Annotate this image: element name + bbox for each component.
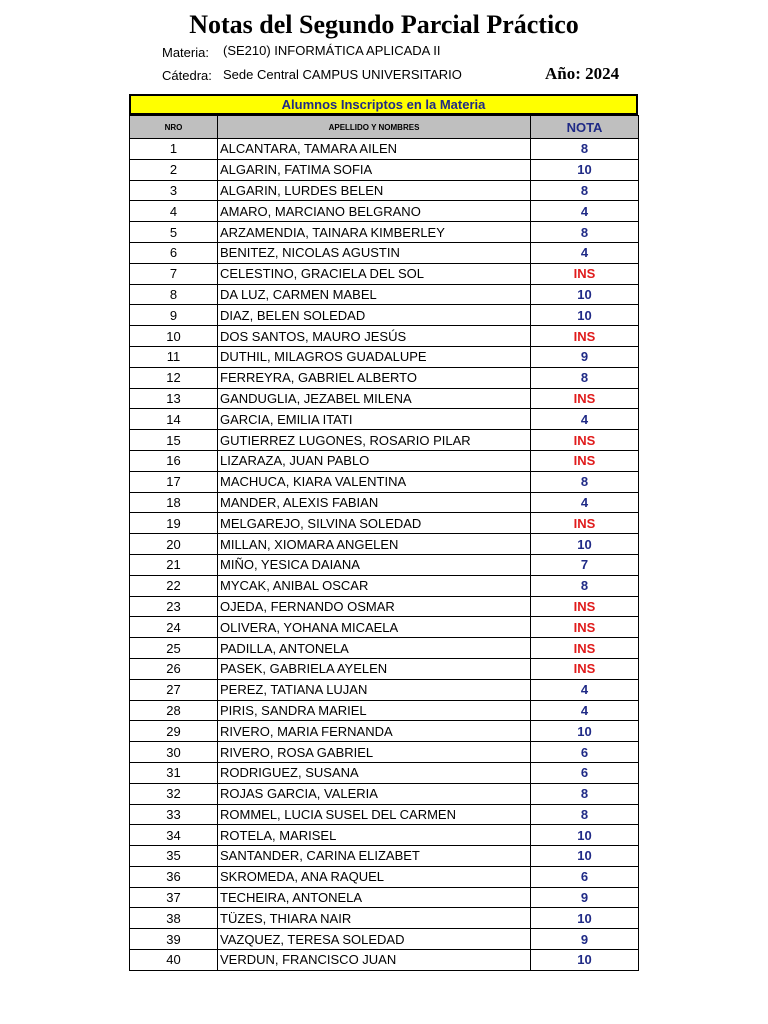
student-name: ROTELA, MARISEL: [218, 825, 531, 846]
row-number: 16: [130, 450, 218, 471]
table-row: [130, 783, 639, 804]
page-title: Notas del Segundo Parcial Práctico: [189, 10, 579, 39]
student-name: VAZQUEZ, TERESA SOLEDAD: [218, 929, 531, 950]
student-grade: 10: [531, 846, 639, 867]
student-name: MACHUCA, KIARA VALENTINA: [218, 471, 531, 492]
row-number: 6: [130, 242, 218, 263]
table-row: [130, 222, 639, 243]
table-row: [130, 159, 639, 180]
student-name: LIZARAZA, JUAN PABLO: [218, 450, 531, 471]
student-grade: 4: [531, 409, 639, 430]
student-grade: 9: [531, 929, 639, 950]
student-name: MELGAREJO, SILVINA SOLEDAD: [218, 513, 531, 534]
column-header-nro: NRO: [130, 116, 218, 139]
student-name: DIAZ, BELEN SOLEDAD: [218, 305, 531, 326]
table-row: [130, 513, 639, 534]
student-name: DA LUZ, CARMEN MABEL: [218, 284, 531, 305]
table-row: [130, 804, 639, 825]
table-row: [130, 617, 639, 638]
student-name: ALGARIN, FATIMA SOFIA: [218, 159, 531, 180]
student-name: ARZAMENDIA, TAINARA KIMBERLEY: [218, 222, 531, 243]
row-number: 18: [130, 492, 218, 513]
student-name: BENITEZ, NICOLAS AGUSTIN: [218, 242, 531, 263]
student-name: FERREYRA, GABRIEL ALBERTO: [218, 367, 531, 388]
row-number: 31: [130, 762, 218, 783]
student-grade: INS: [531, 596, 639, 617]
table-row: [130, 908, 639, 929]
row-number: 2: [130, 159, 218, 180]
student-grade: 7: [531, 554, 639, 575]
student-grade: 4: [531, 242, 639, 263]
student-grade: INS: [531, 617, 639, 638]
student-grade: INS: [531, 263, 639, 284]
student-grade: 8: [531, 804, 639, 825]
table-row: [130, 575, 639, 596]
student-name: RIVERO, ROSA GABRIEL: [218, 742, 531, 763]
student-grade: 8: [531, 139, 639, 160]
student-grade: 10: [531, 534, 639, 555]
table-row: [130, 367, 639, 388]
student-name: MILLAN, XIOMARA ANGELEN: [218, 534, 531, 555]
table-row: [130, 679, 639, 700]
student-name: DOS SANTOS, MAURO JESÚS: [218, 326, 531, 347]
row-number: 15: [130, 430, 218, 451]
table-row: [130, 887, 639, 908]
table-row: [130, 866, 639, 887]
row-number: 34: [130, 825, 218, 846]
student-grade: 6: [531, 866, 639, 887]
row-number: 26: [130, 658, 218, 679]
student-grade: 6: [531, 762, 639, 783]
student-name: DUTHIL, MILAGROS GUADALUPE: [218, 346, 531, 367]
table-row: [130, 326, 639, 347]
table-row: [130, 139, 639, 160]
student-grade: INS: [531, 513, 639, 534]
row-number: 19: [130, 513, 218, 534]
table-row: [130, 492, 639, 513]
row-number: 8: [130, 284, 218, 305]
student-grade: 8: [531, 367, 639, 388]
table-row: [130, 929, 639, 950]
student-name: RIVERO, MARIA FERNANDA: [218, 721, 531, 742]
student-grade: 4: [531, 679, 639, 700]
student-name: AMARO, MARCIANO BELGRANO: [218, 201, 531, 222]
table-row: [130, 242, 639, 263]
row-number: 11: [130, 346, 218, 367]
row-number: 12: [130, 367, 218, 388]
row-number: 3: [130, 180, 218, 201]
row-number: 23: [130, 596, 218, 617]
row-number: 14: [130, 409, 218, 430]
table-row: [130, 388, 639, 409]
student-name: TÜZES, THIARA NAIR: [218, 908, 531, 929]
student-grade: 10: [531, 305, 639, 326]
row-number: 10: [130, 326, 218, 347]
student-name: PASEK, GABRIELA AYELEN: [218, 658, 531, 679]
table-row: [130, 471, 639, 492]
student-grade: 10: [531, 284, 639, 305]
materia-value: (SE210) INFORMÁTICA APLICADA II: [223, 43, 441, 58]
student-grade: 10: [531, 721, 639, 742]
student-grade: 8: [531, 222, 639, 243]
table-row: [130, 554, 639, 575]
table-row: [130, 638, 639, 659]
row-number: 1: [130, 139, 218, 160]
student-name: MANDER, ALEXIS FABIAN: [218, 492, 531, 513]
column-header-nota: NOTA: [531, 116, 639, 139]
student-name: PADILLA, ANTONELA: [218, 638, 531, 659]
row-number: 30: [130, 742, 218, 763]
student-grade: INS: [531, 388, 639, 409]
table-row: [130, 846, 639, 867]
table-row: [130, 825, 639, 846]
student-name: MIÑO, YESICA DAIANA: [218, 554, 531, 575]
row-number: 9: [130, 305, 218, 326]
student-grade: 6: [531, 742, 639, 763]
row-number: 39: [130, 929, 218, 950]
student-name: GARCIA, EMILIA ITATI: [218, 409, 531, 430]
row-number: 33: [130, 804, 218, 825]
table-banner: Alumnos Inscriptos en la Materia: [129, 94, 638, 115]
year-label: Año: 2024: [545, 64, 620, 83]
row-number: 32: [130, 783, 218, 804]
column-header-name: APELLIDO Y NOMBRES: [218, 116, 531, 139]
table-row: [130, 742, 639, 763]
student-grade: INS: [531, 430, 639, 451]
row-number: 21: [130, 554, 218, 575]
student-grade: 10: [531, 950, 639, 971]
row-number: 40: [130, 950, 218, 971]
student-name: TECHEIRA, ANTONELA: [218, 887, 531, 908]
catedra-value: Sede Central CAMPUS UNIVERSITARIO: [223, 67, 462, 82]
student-name: PIRIS, SANDRA MARIEL: [218, 700, 531, 721]
student-grade: 9: [531, 887, 639, 908]
student-name: RODRIGUEZ, SUSANA: [218, 762, 531, 783]
student-name: SANTANDER, CARINA ELIZABET: [218, 846, 531, 867]
student-name: SKROMEDA, ANA RAQUEL: [218, 866, 531, 887]
student-grade: INS: [531, 638, 639, 659]
row-number: 20: [130, 534, 218, 555]
row-number: 29: [130, 721, 218, 742]
student-grade: 4: [531, 700, 639, 721]
row-number: 22: [130, 575, 218, 596]
catedra-label: Cátedra:: [162, 68, 212, 83]
table-row: [130, 305, 639, 326]
table-row: [130, 596, 639, 617]
table-row: [130, 430, 639, 451]
row-number: 28: [130, 700, 218, 721]
student-grade: INS: [531, 658, 639, 679]
table-row: [130, 700, 639, 721]
student-grade: 8: [531, 471, 639, 492]
row-number: 25: [130, 638, 218, 659]
row-number: 7: [130, 263, 218, 284]
student-name: PEREZ, TATIANA LUJAN: [218, 679, 531, 700]
student-grade: 8: [531, 783, 639, 804]
table-row: [130, 346, 639, 367]
student-name: CELESTINO, GRACIELA DEL SOL: [218, 263, 531, 284]
table-row: [130, 180, 639, 201]
table-row: [130, 284, 639, 305]
student-name: MYCAK, ANIBAL OSCAR: [218, 575, 531, 596]
table-row: [130, 721, 639, 742]
table-row: [130, 950, 639, 971]
student-grade: 4: [531, 492, 639, 513]
table-header-row: [130, 116, 639, 139]
table-row: [130, 450, 639, 471]
row-number: 24: [130, 617, 218, 638]
table-row: [130, 534, 639, 555]
table-row: [130, 201, 639, 222]
student-name: ROJAS GARCIA, VALERIA: [218, 783, 531, 804]
student-grade: 10: [531, 825, 639, 846]
row-number: 17: [130, 471, 218, 492]
student-grade: 10: [531, 159, 639, 180]
row-number: 5: [130, 222, 218, 243]
materia-label: Materia:: [162, 45, 209, 60]
row-number: 37: [130, 887, 218, 908]
student-grade: 8: [531, 575, 639, 596]
table-row: [130, 762, 639, 783]
row-number: 13: [130, 388, 218, 409]
row-number: 36: [130, 866, 218, 887]
student-name: ALCANTARA, TAMARA AILEN: [218, 139, 531, 160]
table-row: [130, 263, 639, 284]
student-name: OLIVERA, YOHANA MICAELA: [218, 617, 531, 638]
row-number: 4: [130, 201, 218, 222]
student-grade: 10: [531, 908, 639, 929]
grades-table: [129, 115, 639, 971]
student-name: ALGARIN, LURDES BELEN: [218, 180, 531, 201]
student-name: VERDUN, FRANCISCO JUAN: [218, 950, 531, 971]
student-name: ROMMEL, LUCIA SUSEL DEL CARMEN: [218, 804, 531, 825]
student-grade: 4: [531, 201, 639, 222]
row-number: 27: [130, 679, 218, 700]
student-name: OJEDA, FERNANDO OSMAR: [218, 596, 531, 617]
grades-sheet: [129, 94, 638, 971]
student-name: GUTIERREZ LUGONES, ROSARIO PILAR: [218, 430, 531, 451]
row-number: 38: [130, 908, 218, 929]
student-grade: INS: [531, 450, 639, 471]
table-row: [130, 409, 639, 430]
table-row: [130, 658, 639, 679]
row-number: 35: [130, 846, 218, 867]
student-name: GANDUGLIA, JEZABEL MILENA: [218, 388, 531, 409]
student-grade: 8: [531, 180, 639, 201]
student-grade: INS: [531, 326, 639, 347]
student-grade: 9: [531, 346, 639, 367]
